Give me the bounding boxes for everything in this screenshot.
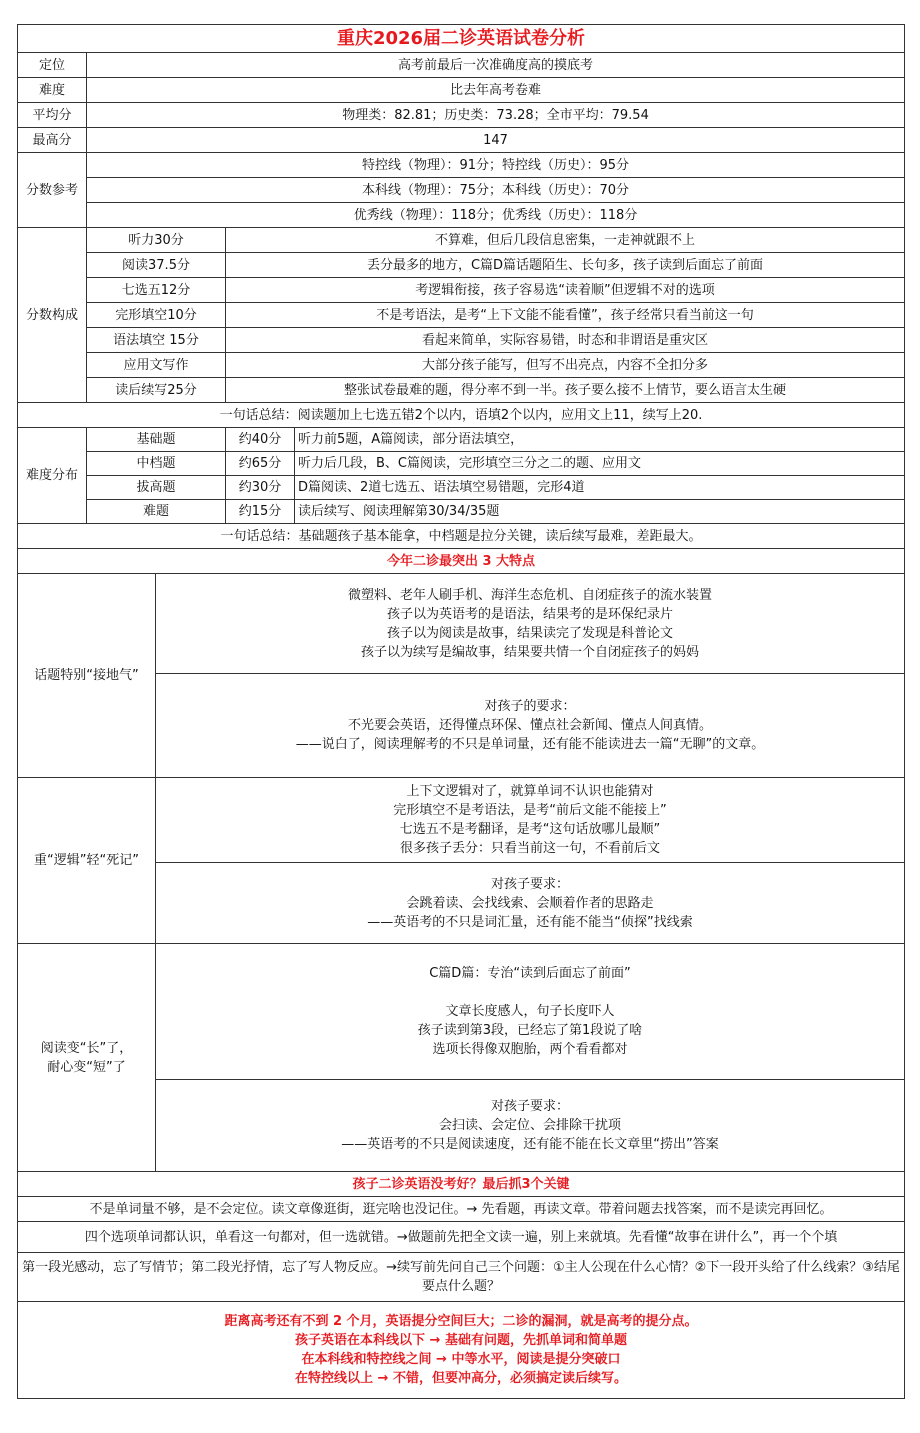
composition-summary: 一句话总结：阅读题加上七选五错2个以内，语填2个以内，应用文上11，续写上20. (18, 403, 905, 428)
feature-label: 重“逻辑”轻“死记” (18, 778, 156, 944)
analysis-table (17, 24, 905, 1399)
key-item: 不是单词量不够，是不会定位。读文章像逛街，逛完啥也没记住。→ 先看题，再读文章。带着问题去找答案，而不是读完再回忆。 (18, 1197, 905, 1222)
key-item: 四个选项单词都认识，单看这一句都对，但一选就错。→做题前先把全文读一遍，别上来就填。先看懂“故事在讲什么”，再一个个填 (18, 1222, 905, 1253)
row-zuigao (18, 128, 905, 153)
row-nandu (18, 78, 905, 103)
part-desc: 考逻辑衔接，孩子容易选“读着顺”但逻辑不对的选项 (226, 278, 905, 303)
closing-block: 距离高考还有不到 2 个月，英语提分空间巨大；二诊的漏洞，就是高考的提分点。 孩子英语在本科线以下 → 基础有问题，先抓单词和简单题 在本科线和特控线之间 → 中等水平，阅读是提分突破口 在特控线以上 → 不错，但要冲高分，必须搞定读后续写。 (18, 1302, 905, 1399)
row-value: 147 (87, 128, 905, 153)
level-name: 拔高题 (87, 476, 226, 500)
row-pingjun (18, 103, 905, 128)
part-desc: 丢分最多的地方，C篇D篇话题陌生、长句多，孩子读到后面忘了前面 (226, 253, 905, 278)
score-line: 优秀线（物理）：118分；优秀线（历史）：118分 (87, 203, 905, 228)
part-name: 完形填空10分 (87, 303, 226, 328)
feature-examples: C篇D篇：专治“读到后面忘了前面” 文章长度感人，句子长度吓人 孩子读到第3段，已经忘了第1段说了啥 选项长得像双胞胎，两个看看都对 (156, 944, 905, 1080)
page-title: 重庆2026届二诊英语试卷分析 (18, 25, 905, 53)
level-score: 约30分 (226, 476, 295, 500)
level-name: 基础题 (87, 428, 226, 452)
composition-row (18, 228, 905, 253)
feature-requirement: 对孩子的要求： 不光要会英语，还得懂点环保、懂点社会新闻、懂点人间真情。 ——说白了，阅读理解考的不只是单词量，还有能不能读进去一篇“无聊”的文章。 (156, 674, 905, 778)
score-line: 本科线（物理）：75分；本科线（历史）：70分 (87, 178, 905, 203)
score-line: 特控线（物理）：91分；特控线（历史）：95分 (87, 153, 905, 178)
level-name: 难题 (87, 500, 226, 524)
feature-label: 话题特别“接地气” (18, 574, 156, 778)
level-desc: D篇阅读、2道七选五、语法填空易错题，完形4道 (295, 476, 905, 500)
level-score: 约15分 (226, 500, 295, 524)
part-name: 语法填空 15分 (87, 328, 226, 353)
row-label: 分数参考 (18, 153, 87, 228)
part-name: 读后续写25分 (87, 378, 226, 403)
row-label: 最高分 (18, 128, 87, 153)
analysis-sheet (17, 24, 904, 1399)
part-desc: 不是考语法，是考“上下文能不能看懂”，孩子经常只看当前这一句 (226, 303, 905, 328)
part-name: 七选五12分 (87, 278, 226, 303)
keys-heading: 孩子二诊英语没考好？最后抓3个关键 (18, 1172, 905, 1197)
part-name: 应用文写作 (87, 353, 226, 378)
level-desc: 读后续写、阅读理解第30/34/35题 (295, 500, 905, 524)
level-score: 约40分 (226, 428, 295, 452)
level-name: 中档题 (87, 452, 226, 476)
part-desc: 不算难，但后几段信息密集，一走神就跟不上 (226, 228, 905, 253)
row-label: 难度 (18, 78, 87, 103)
row-value: 比去年高考卷难 (87, 78, 905, 103)
key-item: 第一段光感动，忘了写情节；第二段光抒情，忘了写人物反应。→续写前先问自己三个问题：①主人公现在什么心情？②下一段开头给了什么线索？③结尾要点什么题？ (18, 1253, 905, 1302)
feature-examples: 上下文逻辑对了，就算单词不认识也能猜对 完形填空不是考语法，是考“前后文能不能接上” 七选五不是考翻译，是考“这句话放哪儿最顺” 很多孩子丢分：只看当前这一句，不看前后文 (156, 778, 905, 863)
difficulty-row (18, 428, 905, 452)
level-desc: 听力前5题，A篇阅读，部分语法填空， (295, 428, 905, 452)
feature-requirement: 对孩子要求： 会扫读、会定位、会排除干扰项 ——英语考的不只是阅读速度，还有能不能在长文章里“捞出”答案 (156, 1080, 905, 1172)
part-desc: 整张试卷最难的题，得分率不到一半。孩子要么接不上情节，要么语言太生硬 (226, 378, 905, 403)
row-cankao (18, 153, 905, 178)
composition-label: 分数构成 (18, 228, 87, 403)
part-name: 听力30分 (87, 228, 226, 253)
feature-examples: 微塑料、老年人刷手机、海洋生态危机、自闭症孩子的流水装置 孩子以为英语考的是语法，结果考的是环保纪录片 孩子以为阅读是故事，结果读完了发现是科普论文 孩子以为续写是编故事，结果要共情一个自闭症孩子的妈妈 (156, 574, 905, 674)
row-label: 定位 (18, 53, 87, 78)
row-value: 高考前最后一次准确度高的摸底考 (87, 53, 905, 78)
feature-label: 阅读变“长”了， 耐心变“短”了 (18, 944, 156, 1172)
row-value: 物理类：82.81；历史类：73.28；全市平均：79.54 (87, 103, 905, 128)
difficulty-summary: 一句话总结：基础题孩子基本能拿，中档题是拉分关键，读后续写最难，差距最大。 (18, 524, 905, 549)
features-heading: 今年二诊最突出 3 大特点 (18, 549, 905, 574)
level-desc: 听力后几段，B、C篇阅读，完形填空三分之二的题、应用文 (295, 452, 905, 476)
row-dingwei (18, 53, 905, 78)
part-desc: 看起来简单，实际容易错，时态和非谓语是重灾区 (226, 328, 905, 353)
row-label: 平均分 (18, 103, 87, 128)
part-name: 阅读37.5分 (87, 253, 226, 278)
level-score: 约65分 (226, 452, 295, 476)
difficulty-label: 难度分布 (18, 428, 87, 524)
part-desc: 大部分孩子能写，但写不出亮点，内容不全扣分多 (226, 353, 905, 378)
feature-requirement: 对孩子要求： 会跳着读、会找线索、会顺着作者的思路走 ——英语考的不只是词汇量，还有能不能当“侦探”找线索 (156, 863, 905, 944)
